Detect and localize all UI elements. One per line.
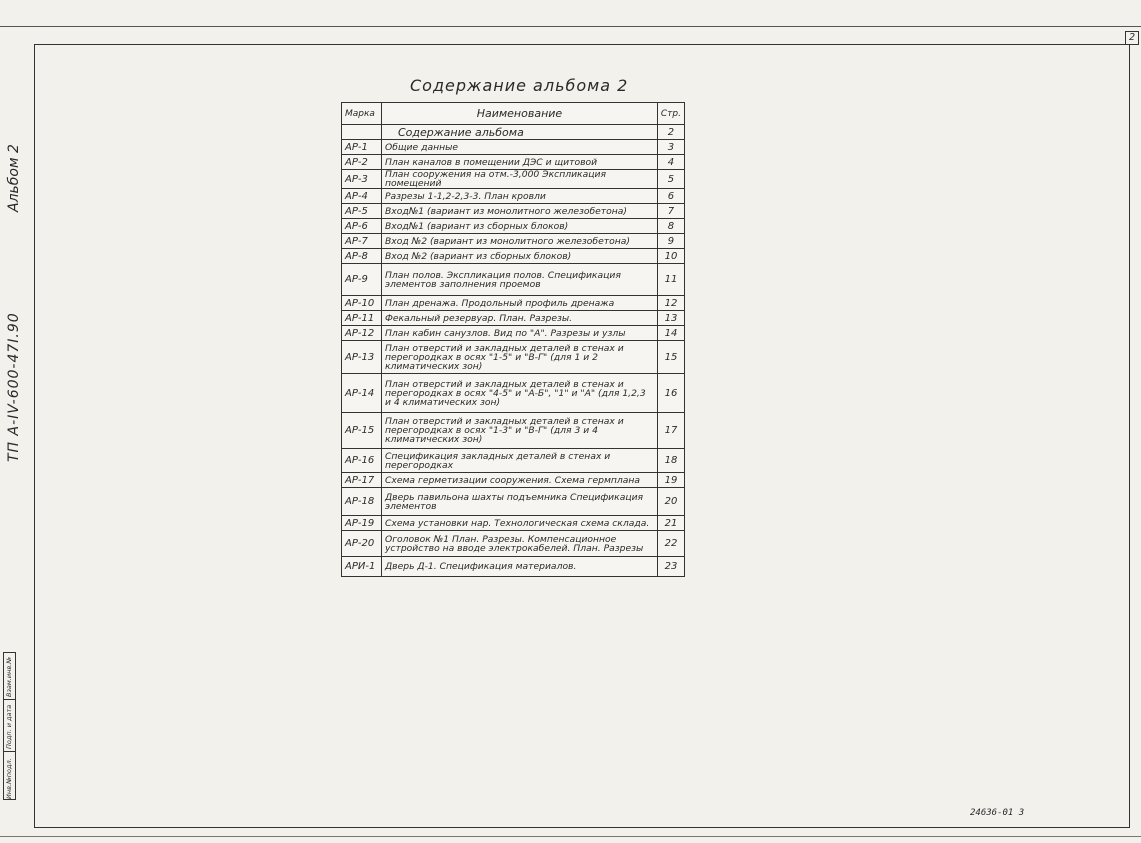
table-row — [342, 204, 685, 219]
row-page: 4 — [657, 155, 684, 170]
table-row — [342, 170, 685, 189]
table-row — [342, 264, 685, 296]
row-name: Содержание альбома — [382, 125, 658, 140]
row-page: 18 — [657, 449, 684, 473]
table-row — [342, 531, 685, 557]
row-page: 6 — [657, 189, 684, 204]
row-page: 15 — [657, 341, 684, 374]
row-mark: АР-8 — [342, 249, 382, 264]
document-code: 24636-01 3 — [970, 808, 1025, 818]
row-mark: АР-11 — [342, 311, 382, 326]
row-page: 7 — [657, 204, 684, 219]
row-mark: АР-3 — [342, 170, 382, 189]
row-page: 21 — [657, 516, 684, 531]
row-page: 10 — [657, 249, 684, 264]
row-mark: АР-13 — [342, 341, 382, 374]
row-page: 14 — [657, 326, 684, 341]
row-name: Вход№1 (вариант из сборных блоков) — [382, 219, 658, 234]
row-mark: АР-1 — [342, 140, 382, 155]
row-name: План каналов в помещении ДЭС и щитовой — [382, 155, 658, 170]
row-mark: АР-9 — [342, 264, 382, 296]
album-side-label: Альбом 2 — [6, 144, 22, 212]
table-row — [342, 341, 685, 374]
project-code-side-label: ТП А-IV-600-47І.90 — [6, 312, 22, 462]
table-row — [342, 326, 685, 341]
row-page: 13 — [657, 311, 684, 326]
table-row — [342, 249, 685, 264]
row-page: 2 — [657, 125, 684, 140]
row-name: Разрезы 1-1,2-2,3-3. План кровли — [382, 189, 658, 204]
row-mark: АР-20 — [342, 531, 382, 557]
row-mark: АР-18 — [342, 488, 382, 516]
row-name: План дренажа. Продольный профиль дренажа — [382, 296, 658, 311]
table-header-row — [342, 103, 685, 125]
row-page: 17 — [657, 413, 684, 449]
stamp-label-signature: Подп. и дата — [5, 704, 13, 749]
row-name: Фекальный резервуар. План. Разрезы. — [382, 311, 658, 326]
row-page: 22 — [657, 531, 684, 557]
table-row — [342, 125, 685, 140]
row-name: План отверстий и закладных деталей в стенах и перегородках в осях "4-5" и "А-Б", "1" и "А" (для 1,2,3 и 4 климатических зон) — [382, 374, 658, 413]
table-row — [342, 140, 685, 155]
table-row — [342, 516, 685, 531]
row-page: 19 — [657, 473, 684, 488]
row-name: Вход№1 (вариант из монолитного железобетона) — [382, 204, 658, 219]
row-page: 5 — [657, 170, 684, 189]
row-page: 20 — [657, 488, 684, 516]
row-mark: АР-5 — [342, 204, 382, 219]
table-row — [342, 413, 685, 449]
row-mark: АР-16 — [342, 449, 382, 473]
bottom-edge-line — [0, 836, 1141, 837]
row-mark: АР-12 — [342, 326, 382, 341]
sheet-number: 2 — [1125, 31, 1139, 45]
contents-table — [341, 102, 685, 577]
row-mark: АР-7 — [342, 234, 382, 249]
top-edge-line — [0, 26, 1141, 27]
row-page: 9 — [657, 234, 684, 249]
stamp-label-replace: Взам.инв.№ — [5, 657, 13, 697]
row-mark: АР-14 — [342, 374, 382, 413]
table-row — [342, 234, 685, 249]
row-name: План кабин санузлов. Вид по "А". Разрезы и узлы — [382, 326, 658, 341]
row-name: Схема герметизации сооружения. Схема гермплана — [382, 473, 658, 488]
table-row — [342, 449, 685, 473]
row-name: План отверстий и закладных деталей в стенах и перегородках в осях "1-5" и "В-Г" (для 1 и 2 климатических зон) — [382, 341, 658, 374]
row-name: Схема установки нар. Технологическая схема склада. — [382, 516, 658, 531]
row-mark: АР-10 — [342, 296, 382, 311]
row-mark: АРИ-1 — [342, 557, 382, 577]
row-name: План сооружения на отм.-3,000 Экспликация помещений — [382, 170, 658, 189]
table-row — [342, 557, 685, 577]
row-name: Дверь Д-1. Спецификация материалов. — [382, 557, 658, 577]
row-mark: АР-6 — [342, 219, 382, 234]
approval-stamp — [3, 652, 16, 800]
row-page: 8 — [657, 219, 684, 234]
contents-title: Содержание альбома 2 — [410, 76, 629, 95]
row-mark: АР-17 — [342, 473, 382, 488]
table-row — [342, 189, 685, 204]
row-page: 23 — [657, 557, 684, 577]
table-row — [342, 219, 685, 234]
stamp-label-inventory: Инв.№подл. — [5, 758, 13, 799]
row-name: Вход №2 (вариант из сборных блоков) — [382, 249, 658, 264]
table-row — [342, 374, 685, 413]
row-page: 16 — [657, 374, 684, 413]
row-name: План полов. Экспликация полов. Спецификация элементов заполнения проемов — [382, 264, 658, 296]
row-name: План отверстий и закладных деталей в стенах и перегородках в осях "1-3" и "В-Г" (для 3 и 4 климатических зон) — [382, 413, 658, 449]
table-row — [342, 155, 685, 170]
row-page: 12 — [657, 296, 684, 311]
header-mark: Марка — [342, 103, 382, 125]
stamp-divider — [4, 751, 15, 752]
row-mark: АР-4 — [342, 189, 382, 204]
row-name: Общие данные — [382, 140, 658, 155]
table-row — [342, 296, 685, 311]
stamp-divider — [4, 699, 15, 700]
row-mark — [342, 125, 382, 140]
row-page: 11 — [657, 264, 684, 296]
row-mark: АР-2 — [342, 155, 382, 170]
row-page: 3 — [657, 140, 684, 155]
row-name: Оголовок №1 План. Разрезы. Компенсационное устройство на вводе электрокабелей. План. Разрезы — [382, 531, 658, 557]
row-mark: АР-19 — [342, 516, 382, 531]
row-name: Вход №2 (вариант из монолитного железобетона) — [382, 234, 658, 249]
row-mark: АР-15 — [342, 413, 382, 449]
table-row — [342, 473, 685, 488]
row-name: Спецификация закладных деталей в стенах и перегородках — [382, 449, 658, 473]
table-row — [342, 488, 685, 516]
header-name: Наименование — [382, 103, 658, 125]
contents-rows — [342, 125, 685, 577]
table-row — [342, 311, 685, 326]
row-name: Дверь павильона шахты подъемника Спецификация элементов — [382, 488, 658, 516]
header-page: Стр. — [657, 103, 684, 125]
